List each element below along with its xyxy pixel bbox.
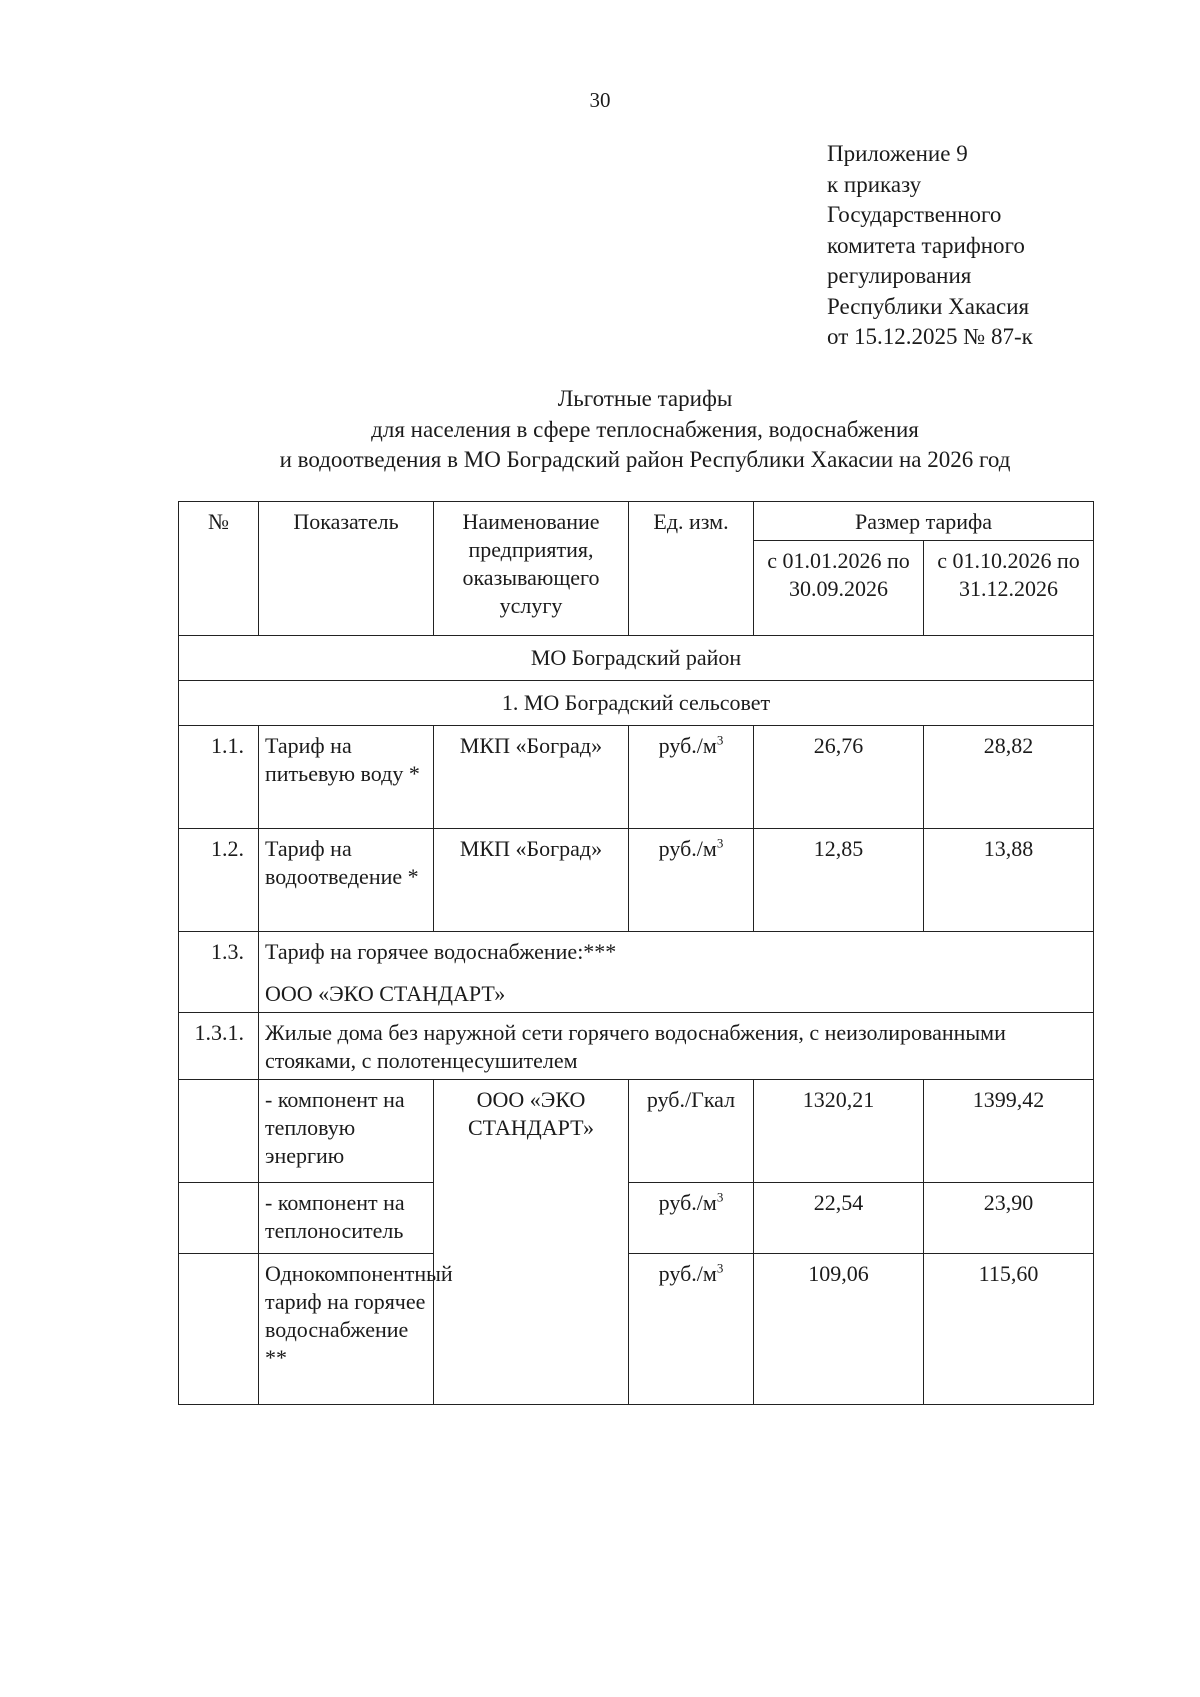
appendix-line: от 15.12.2025 № 87-к (827, 324, 1033, 349)
table-row (179, 829, 1094, 932)
subsection-title: Жилые дома без наружной сети горячего водоснабжения, с неизолированными стояками, с полотенцесушителем (259, 1013, 1094, 1080)
unit-superscript: 3 (716, 835, 724, 851)
appendix-line: Республики Хакасия (827, 293, 1030, 319)
component-num-empty (179, 1183, 259, 1254)
component-unit (629, 1183, 754, 1254)
header-tariff-size: Размер тарифа (754, 502, 1094, 541)
header-num: № (179, 502, 259, 636)
unit-superscript: 3 (716, 732, 724, 748)
component-company: ООО «ЭКО СТАНДАРТ» (434, 1080, 629, 1405)
row-value-period-2: 28,82 (924, 726, 1094, 829)
hot-water-cell (259, 932, 1094, 1013)
row-value-period-2: 13,88 (924, 829, 1094, 932)
component-num-empty (179, 1080, 259, 1183)
header-period-2: с 01.10.2026 по 31.12.2026 (924, 541, 1094, 636)
component-value-period-2: 1399,42 (924, 1080, 1094, 1183)
district-row (179, 636, 1094, 681)
council-label: 1. МО Боградский сельсовет (179, 681, 1094, 726)
row-value-period-1: 12,85 (754, 829, 924, 932)
unit-text: руб./Гкал (646, 1087, 736, 1112)
appendix-line: комитета тарифного (827, 232, 1025, 258)
unit-text: руб./м (658, 836, 717, 861)
row-unit (629, 726, 754, 829)
appendix-line: регулирования (827, 263, 972, 288)
unit-superscript: 3 (716, 1260, 724, 1276)
component-num-empty (179, 1254, 259, 1405)
appendix-line: Приложение 9 (827, 141, 968, 166)
row-num: 1.1. (179, 726, 259, 829)
title-line: для населения в сфере теплоснабжения, водоснабжения (371, 416, 919, 442)
hot-water-company: ООО «ЭКО СТАНДАРТ» (265, 981, 506, 1006)
component-row (179, 1254, 1094, 1405)
row-value-period-1: 26,76 (754, 726, 924, 829)
title-line: Льготные тарифы (557, 386, 733, 411)
header-unit: Ед. изм. (629, 502, 754, 636)
header-company: Наименование предприятия, оказывающего услугу (434, 502, 629, 636)
component-row (179, 1183, 1094, 1254)
subsection-row (179, 1013, 1094, 1080)
component-unit (629, 1254, 754, 1405)
table-header-row (179, 502, 1094, 541)
component-value-period-2: 115,60 (924, 1254, 1094, 1405)
row-company: МКП «Боград» (434, 726, 629, 829)
unit-text: руб./м (658, 1190, 717, 1215)
district-label: МО Боградский район (179, 636, 1094, 681)
header-indicator: Показатель (259, 502, 434, 636)
component-value-period-1: 22,54 (754, 1183, 924, 1254)
component-indicator: Однокомпонентный тариф на горячее водоснабжение ** (259, 1254, 434, 1405)
row-indicator: Тариф на питьевую воду * (259, 726, 434, 829)
component-indicator: - компонент на теплоноситель (259, 1183, 434, 1254)
row-num: 1.2. (179, 829, 259, 932)
title-line: и водоотведения в МО Боградский район Республики Хакасии на 2026 год (279, 447, 1011, 472)
page-number: 30 (589, 88, 611, 112)
council-row (179, 681, 1094, 726)
document-title (210, 384, 1080, 476)
component-value-period-1: 109,06 (754, 1254, 924, 1405)
unit-text: руб./м (658, 733, 717, 758)
table-row (179, 726, 1094, 829)
tariff-table (178, 501, 1094, 1405)
unit-superscript: 3 (716, 1189, 724, 1205)
row-company: МКП «Боград» (434, 829, 629, 932)
component-value-period-2: 23,90 (924, 1183, 1094, 1254)
appendix-block (827, 139, 1127, 353)
row-indicator: Тариф на водоотведение * (259, 829, 434, 932)
component-value-period-1: 1320,21 (754, 1080, 924, 1183)
component-unit (629, 1080, 754, 1183)
hot-water-num: 1.3. (179, 932, 259, 1013)
header-period-1: с 01.01.2026 по 30.09.2026 (754, 541, 924, 636)
component-row (179, 1080, 1094, 1183)
component-indicator: - компонент на тепловую энергию (259, 1080, 434, 1183)
subsection-num: 1.3.1. (179, 1013, 259, 1080)
unit-text: руб./м (658, 1261, 717, 1286)
hot-water-title: Тариф на горячее водоснабжение:*** (265, 939, 617, 964)
row-unit (629, 829, 754, 932)
hot-water-row (179, 932, 1094, 1013)
appendix-line: к приказу (827, 171, 922, 197)
appendix-line: Государственного (827, 202, 1002, 227)
